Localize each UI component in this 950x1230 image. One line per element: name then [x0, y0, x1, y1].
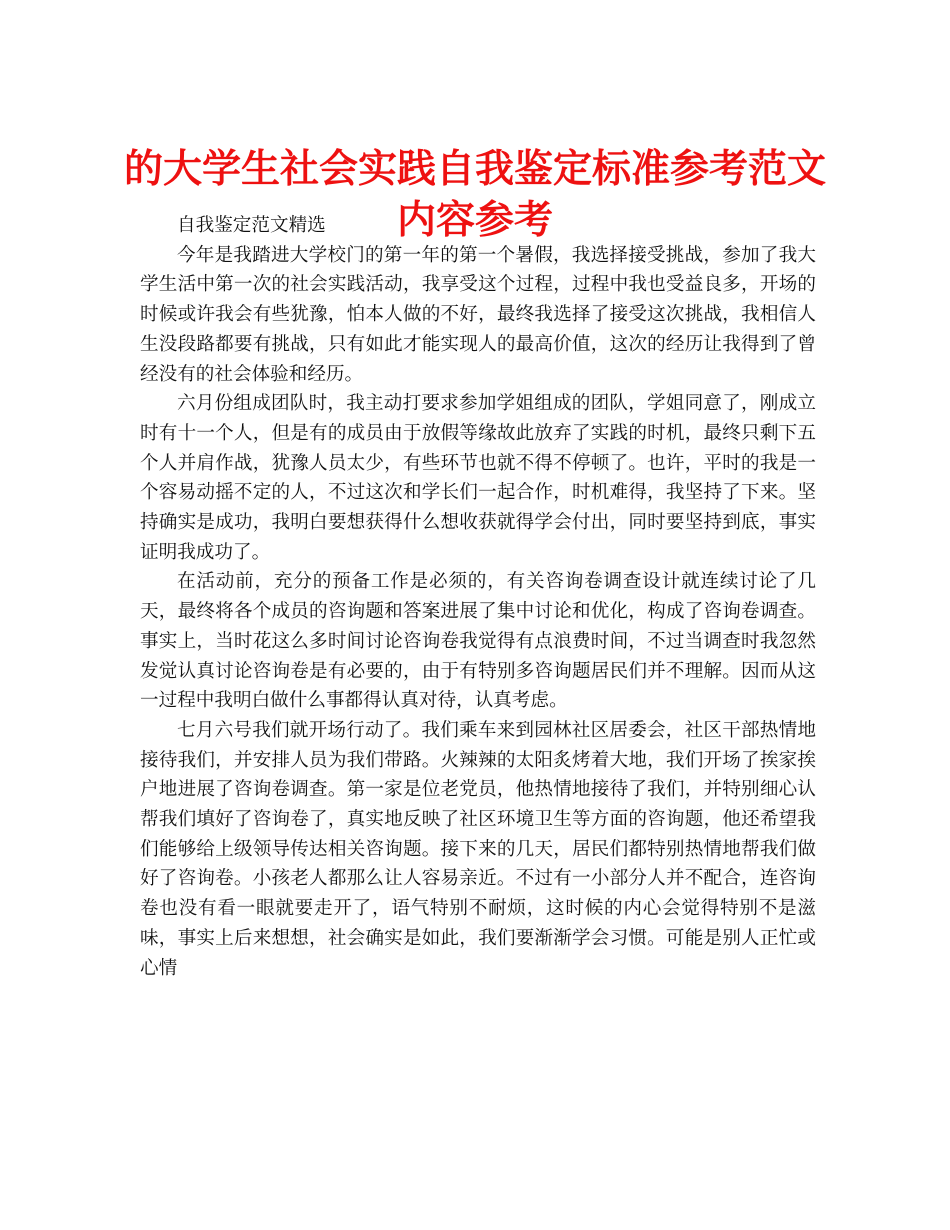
paragraph-2: 六月份组成团队时，我主动打要求参加学姐组成的团队，学姐同意了，刚成立时有十一个人，但是有的成员由于放假等缘故此放弃了实践的时机，最终只剩下五个人并肩作战，犹豫人员太少，有些环节也就不得不停顿了。也许，平时的我是一个容易动摇不定的人，不过这次和学长们一起合作，时机难得，我坚持了下来。坚持确实是成功，我明白要想获得什么想收获就得学会付出，同时要坚持到底，事实证明我成功了。: [140, 393, 816, 563]
section-label: 自我鉴定范文精选: [177, 215, 326, 236]
document-body: [140, 211, 816, 983]
paragraph-3: 在活动前，充分的预备工作是必须的，有关咨询卷调查设计就连续讨论了几天，最终将各个成员的咨询题和答案进展了集中讨论和优化，构成了咨询卷调查。事实上，当时花这么多时间讨论咨询卷我觉得有点浪费时间，不过当调查时我忽然发觉认真讨论咨询卷是有必要的，由于有特别多咨询题居民们并不理解。因而从这一过程中我明白做什么事都得认真对待，认真考虑。: [140, 571, 816, 712]
paragraph-4: 七月六号我们就开场行动了。我们乘车来到园林社区居委会，社区干部热情地接待我们，并安排人员为我们带路。火辣辣的太阳炙烤着大地，我们开场了挨家挨户地进展了咨询卷调查。第一家是位老党员，他热情地接待了我们，并特别细心认帮我们填好了咨询卷了，真实地反映了社区环境卫生等方面的咨询题，他还希望我们能够给上级领导传达相关咨询题。接下来的几天，居民们都特别热情地帮我们做好了咨询卷。小孩老人都那么让人容易亲近。不过有一小部分人并不配合，连咨询卷也没有看一眼就要走开了，语气特别不耐烦，这时候的内心会觉得特别不是滋味，事实上后来想想，社会确实是如此，我们要渐渐学会习惯。可能是别人正忙或心情: [140, 719, 816, 979]
paragraph-1: 今年是我踏进大学校门的第一年的第一个暑假，我选择接受挑战，参加了我大学生活中第一次的社会实践活动，我享受这个过程，过程中我也受益良多，开场的时候或许我会有些犹豫，怕本人做的不好，最终我选择了接受这次挑战，我相信人生没段路都要有挑战，只有如此才能实现人的最高价值，这次的经历让我得到了曾经没有的社会体验和经历。: [140, 244, 816, 385]
title-line-1: 的大学生社会实践自我鉴定标准参考范文: [123, 147, 826, 193]
title-line-2: 内容参考: [396, 198, 553, 244]
